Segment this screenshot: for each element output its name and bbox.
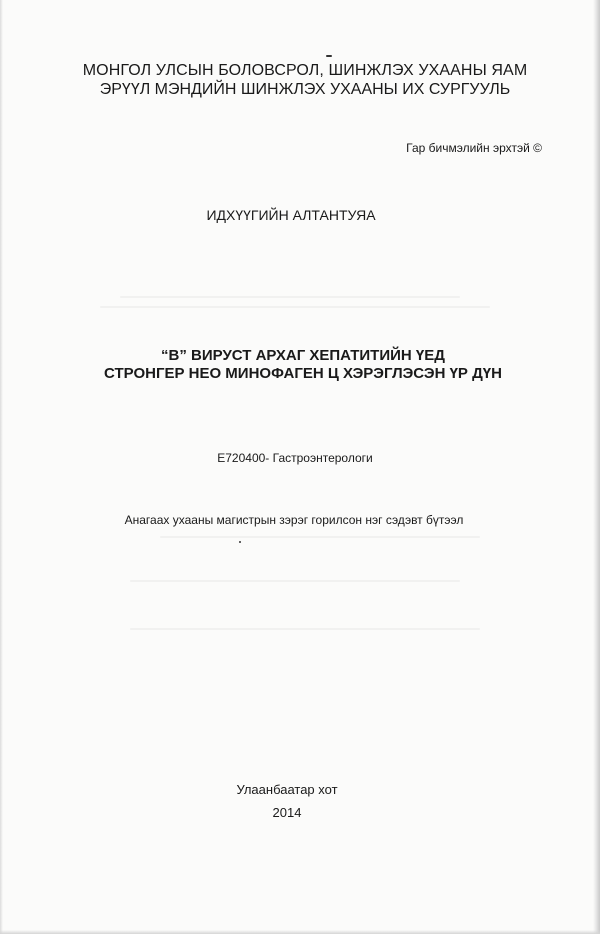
copyright-note: Гар бичмэлийн эрхтэй © [406, 141, 542, 155]
city-name: Улаанбаатар хот [236, 782, 338, 797]
publication-year: 2014 [272, 805, 302, 820]
show-through-mark [130, 580, 460, 582]
speciality-code: Е720400- Гастроэнтерологи [217, 451, 373, 465]
author-name: ИДХҮҮГИЙН АЛТАНТУЯА [206, 207, 376, 223]
thesis-title-line-1: “В” ВИРУСТ АРХАГ ХЕПАТИТИЙН ҮЕД [161, 347, 445, 364]
show-through-mark [130, 628, 480, 630]
degree-statement: Анагаах ухааны магистрын зэрэг горилсон нэг сэдэвт бүтээл [124, 513, 464, 527]
scan-speck [326, 55, 332, 57]
page-bottom-edge [0, 930, 600, 934]
show-through-mark [120, 296, 460, 298]
show-through-mark [100, 306, 490, 308]
scan-speck [239, 541, 241, 543]
ministry-name: МОНГОЛ УЛСЫН БОЛОВСРОЛ, ШИНЖЛЭХ УХААНЫ ЯАМ [82, 62, 528, 79]
thesis-title-line-2: СТРОНГЕР НЕО МИНОФАГЕН Ц ХЭРЭГЛЭСЭН ҮР ДҮН [104, 365, 502, 382]
university-name: ЭРҮҮЛ МЭНДИЙН ШИНЖЛЭХ УХААНЫ ИХ СУРГУУЛЬ [99, 81, 511, 98]
show-through-mark [160, 536, 480, 538]
page-right-edge [593, 0, 600, 934]
